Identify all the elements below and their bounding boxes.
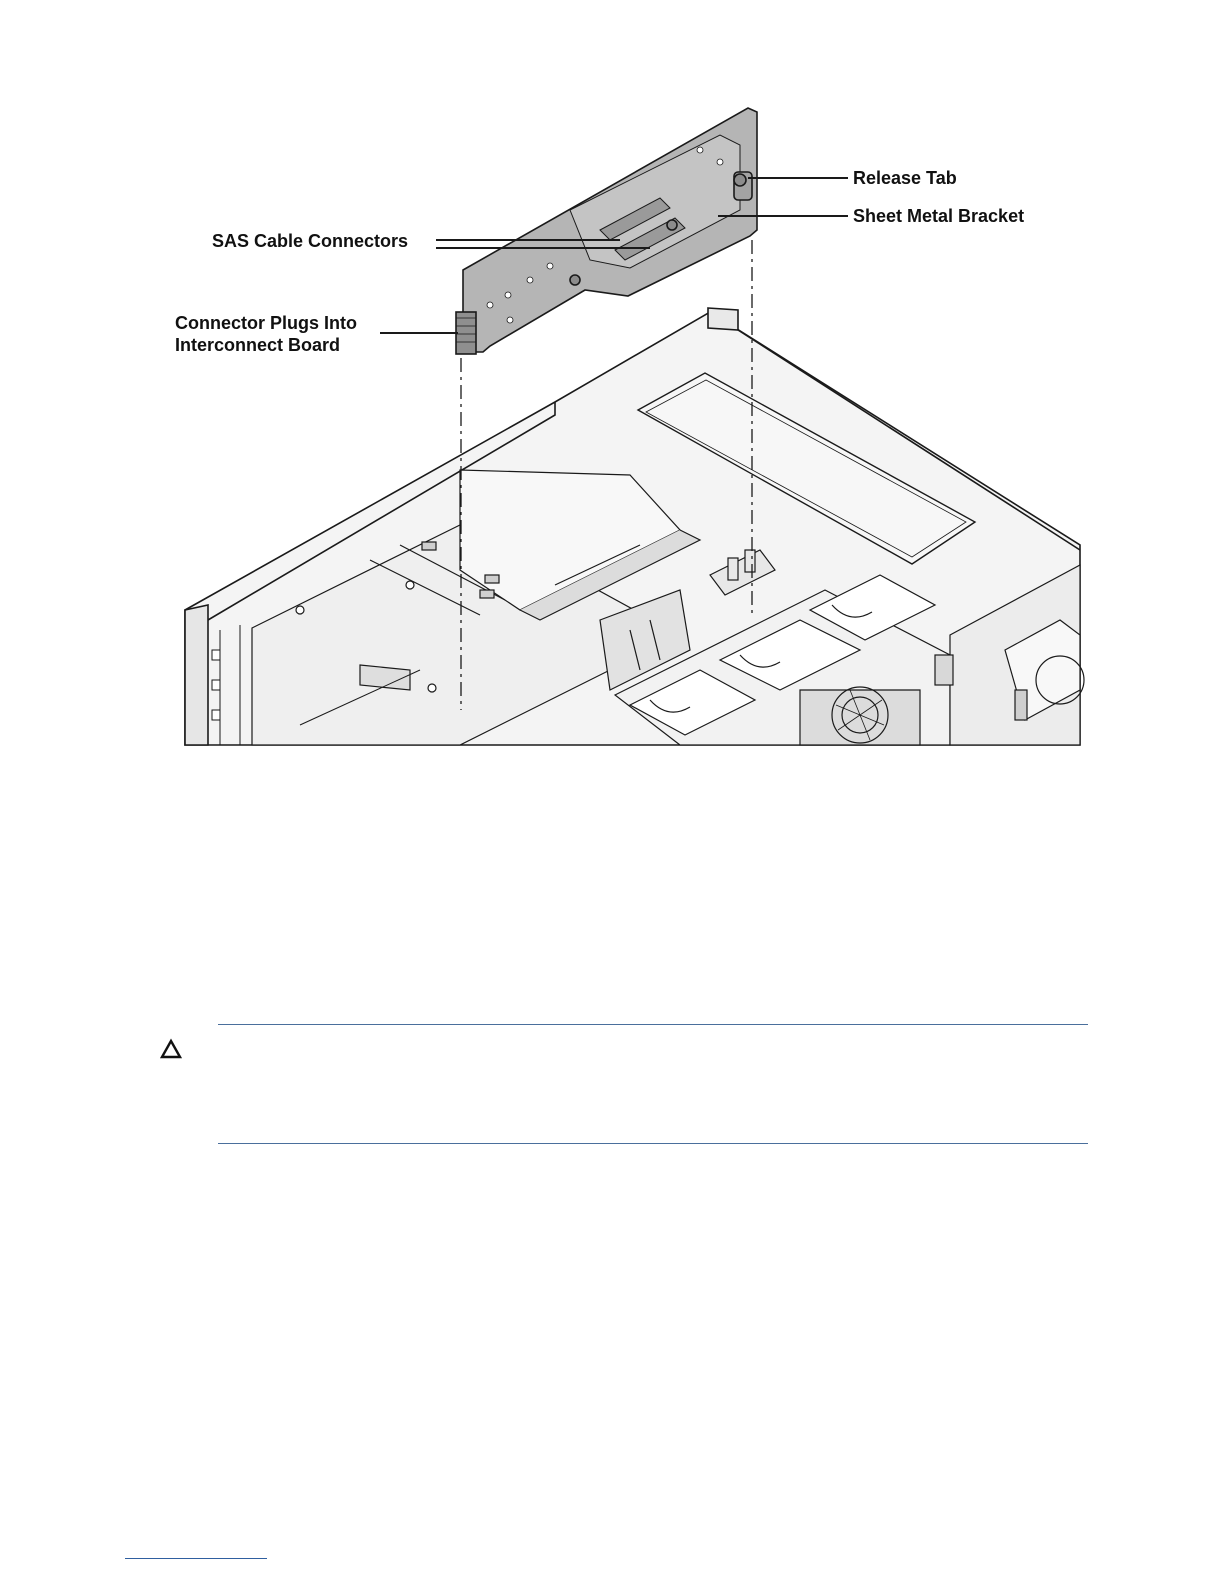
diagram-drawing [160,90,1100,750]
caution-top-rule [218,1024,1088,1025]
footer-rule [125,1558,267,1559]
callout-release-tab: Release Tab [853,168,957,188]
callout-sas-cable-connectors: SAS Cable Connectors [212,231,409,251]
callout-sheet-metal-bracket: Sheet Metal Bracket [853,206,1025,226]
caution-triangle-icon [160,1038,182,1060]
callout-connector-plugs-line2: Interconnect Board [175,335,341,355]
callout-connector-plugs-line1: Connector Plugs Into [175,313,357,333]
caution-bottom-rule [218,1143,1088,1144]
sas-backplane-diagram [160,90,1100,750]
